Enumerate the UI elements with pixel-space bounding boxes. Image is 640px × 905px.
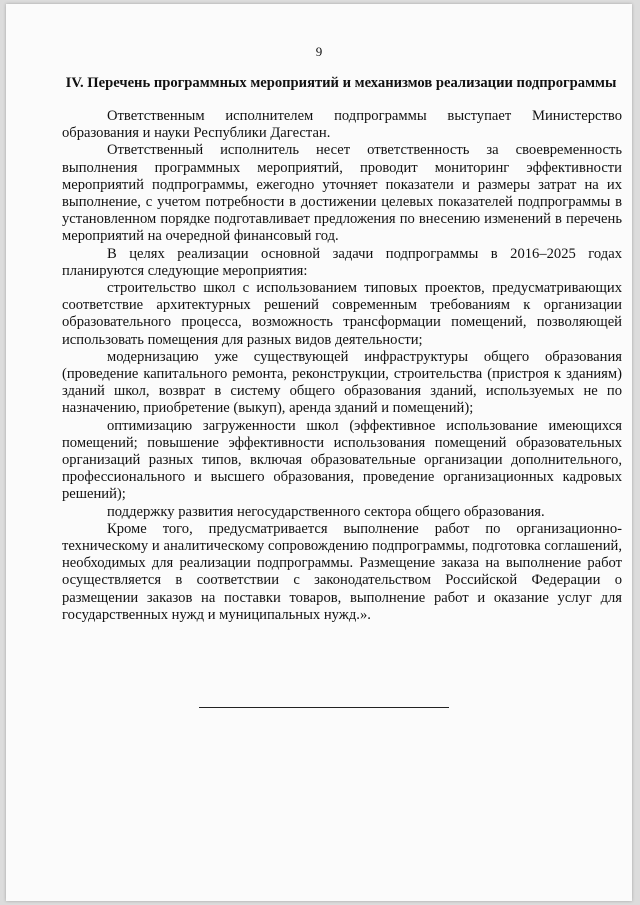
paragraph-additional-works: Кроме того, предусматривается выполнение работ по организационно-техническому и аналитическому сопровождению подпрограммы, подготовка соглашений, необходимых для реализации подпрограммы. Размещение заказа на выполнение работ осуществляется в соответствии с законодательством Российской Федерации о размещении заказов на поставки товаров, выполнение работ и оказание услуг для государственных нужд и муниципальных нужд.». xyxy=(62,520,622,623)
document-body xyxy=(62,108,622,624)
paragraph-private-sector-support: поддержку развития негосударственного сектора общего образования. xyxy=(107,503,545,520)
paragraph-executor-duties: Ответственный исполнитель несет ответственность за своевременность выполнения программных мероприятий, проводит мониторинг эффективности мероприятий подпрограммы, ежегодно уточняет показатели и размеры затрат на их выполнение, с учетом потребности в достижении целевых показателей подпрограммы в установленном порядке подготавливает предложения по внесению изменений в перечень мероприятий на очередной финансовый год. xyxy=(62,142,622,245)
paragraph-load-optimization: оптимизацию загруженности школ (эффективное использование имеющихся помещений; повышение эффективности использования помещений образовательных организаций разных типов, включая образовательные организации дополнительного, профессионального и высшего образования, проведение организационных кадровых решений); xyxy=(62,417,622,503)
separator-line xyxy=(199,707,449,708)
paragraph-planned-measures-intro: В целях реализации основной задачи подпрограммы в 2016–2025 годах планируются следующие мероприятия: xyxy=(62,245,622,279)
paragraph-responsible-executor: Ответственным исполнителем подпрограммы выступает Министерство образования и науки Республики Дагестан. xyxy=(62,108,622,142)
paragraph-school-construction: строительство школ с использованием типовых проектов, предусматривающих соответствие архитектурных решений современным требованиям к организации образовательного процесса, возможность трансформации помещений, позволяющей использовать помещения для разных видов деятельности; xyxy=(62,280,622,348)
section-heading: IV. Перечень программных мероприятий и механизмов реализации подпрограммы xyxy=(65,75,617,91)
document-page xyxy=(6,4,632,901)
paragraph-infrastructure-modernization: модернизацию уже существующей инфраструктуры общего образования (проведение капитального ремонта, реконструкции, строительства (пристроя к зданиям) зданий школ, возврат в систему общего образования зданий, используемых не по назначению, приобретение (выкуп), аренда зданий и помещений); xyxy=(62,348,622,417)
page-number: 9 xyxy=(315,44,323,59)
